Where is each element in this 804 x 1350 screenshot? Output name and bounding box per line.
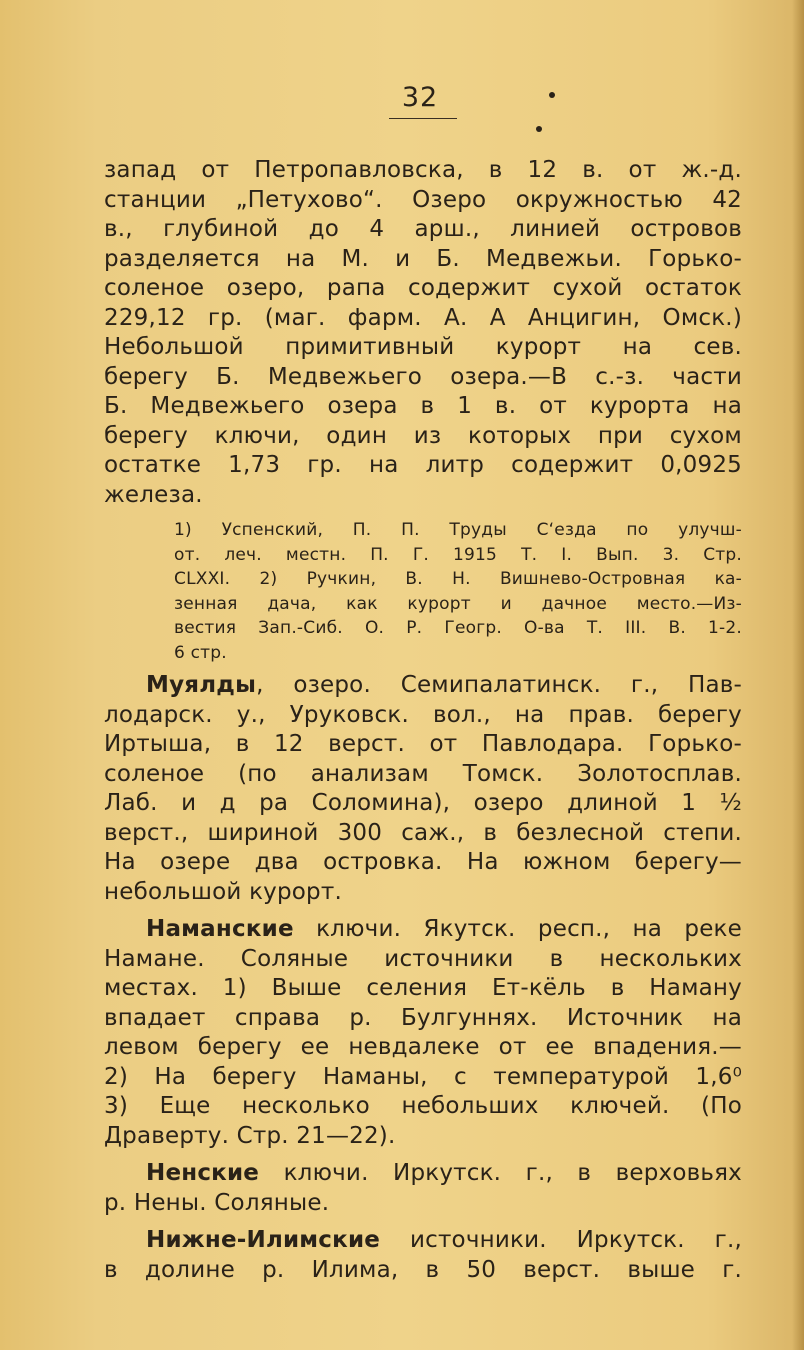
entry-first-line: [104, 1159, 742, 1189]
page-number-rule: [389, 118, 457, 119]
text-line: запад от Петропавловска, в 12 в. от ж.-д.: [104, 157, 742, 183]
text-line: Б. Медвежьего озера в 1 в. от курорта на: [104, 393, 742, 419]
page-body: [104, 156, 742, 1285]
entry-heading: Наманские: [146, 916, 294, 942]
entry-heading: Ненские: [146, 1160, 260, 1186]
entry-text: источники. Иркутск. г.,: [380, 1227, 742, 1253]
text-line: Небольшой примитивный курорт на сев.: [104, 334, 742, 360]
text-line: лодарск. у., Уруковск. вол., на прав. берегу: [104, 701, 742, 728]
text-line: остатке 1,73 гр. на литр содержит 0,0925: [104, 452, 742, 478]
text-line: в долине р. Илима, в 50 верст. выше г.: [104, 1256, 742, 1283]
text-line: разделяется на М. и Б. Медвежьи. Горько-: [104, 245, 742, 272]
text-line: р. Нены. Соляные.: [104, 1189, 330, 1216]
text-line: железа.: [104, 481, 203, 508]
text-line: верст., шириной 300 саж., в безлесной степи.: [104, 819, 742, 846]
footnote-line: 1) Успенский, П. П. Труды С‘езда по улучш-: [174, 520, 742, 540]
entry-text: , озеро. Семипалатинск. г., Пав-: [256, 672, 742, 698]
text-line: 229,12 гр. (маг. фарм. А. А Анцигин, Омск.): [104, 304, 742, 331]
text-line: небольшой курорт.: [104, 878, 342, 905]
entry-heading: Нижне-Илимские: [146, 1227, 381, 1253]
entry-first-line: [104, 915, 742, 945]
text-line: в., глубиной до 4 арш., линией островов: [104, 216, 742, 242]
entry-text: ключи. Иркутск. г., в верховьях: [259, 1160, 742, 1186]
text-line: На озере два островка. На южном берегу—: [104, 849, 742, 875]
page-number: 32: [401, 82, 439, 113]
text-line: берегу ключи, один из которых при сухом: [104, 422, 742, 449]
text-line: берегу Б. Медвежьего озера.—В с.-з. части: [104, 363, 742, 390]
text-line: 2) На берегу Наманы, с температурой 1,6⁰: [104, 1063, 742, 1090]
text-line: станции „Петухово“. Озеро окружностью 42: [104, 186, 742, 213]
entry-text: ключи. Якутск. респ., на реке: [293, 916, 742, 942]
footnote-line: зенная дача, как курорт и дачное место.—Из-: [174, 593, 742, 614]
text-line: Иртыша, в 12 верст. от Павлодара. Горько-: [104, 731, 742, 757]
footnote-line: 6 стр.: [174, 642, 227, 663]
page-spine-shadow: [792, 0, 804, 1350]
footnotes: [174, 518, 742, 665]
entry-first-line: [104, 671, 742, 701]
text-line: соленое (по анализам Томск. Золотосплав.: [104, 760, 742, 787]
entry-heading: Муялды: [146, 672, 257, 698]
print-speck: [536, 126, 542, 132]
entry-first-line: [104, 1226, 742, 1256]
text-line: 3) Еще несколько небольших ключей. (По: [104, 1093, 742, 1119]
text-line: Намане. Соляные источники в нескольких: [104, 945, 742, 972]
footnote-line: вестия Зап.-Сиб. О. Р. Геогр. О-ва Т. III. В. 1-2.: [174, 618, 742, 638]
text-line: впадает справа р. Булгуннях. Источник на: [104, 1004, 742, 1031]
text-line: левом берегу ее невдалеке от ее впадения.—: [104, 1034, 742, 1060]
text-line: соленое озеро, рапа содержит сухой остаток: [104, 275, 742, 301]
text-line: Лаб. и д ра Соломина), озеро длиной 1 ½: [104, 790, 742, 816]
print-speck: [549, 92, 555, 98]
text-line: Драверту. Стр. 21—22).: [104, 1122, 396, 1149]
footnote-line: CLXXI. 2) Ручкин, В. Н. Вишнево-Островная ка-: [174, 569, 742, 589]
text-line: местах. 1) Выше селения Ет-кёль в Наману: [104, 975, 742, 1001]
footnote-line: от. леч. местн. П. Г. 1915 Т. I. Вып. 3. Стр.: [174, 544, 742, 565]
